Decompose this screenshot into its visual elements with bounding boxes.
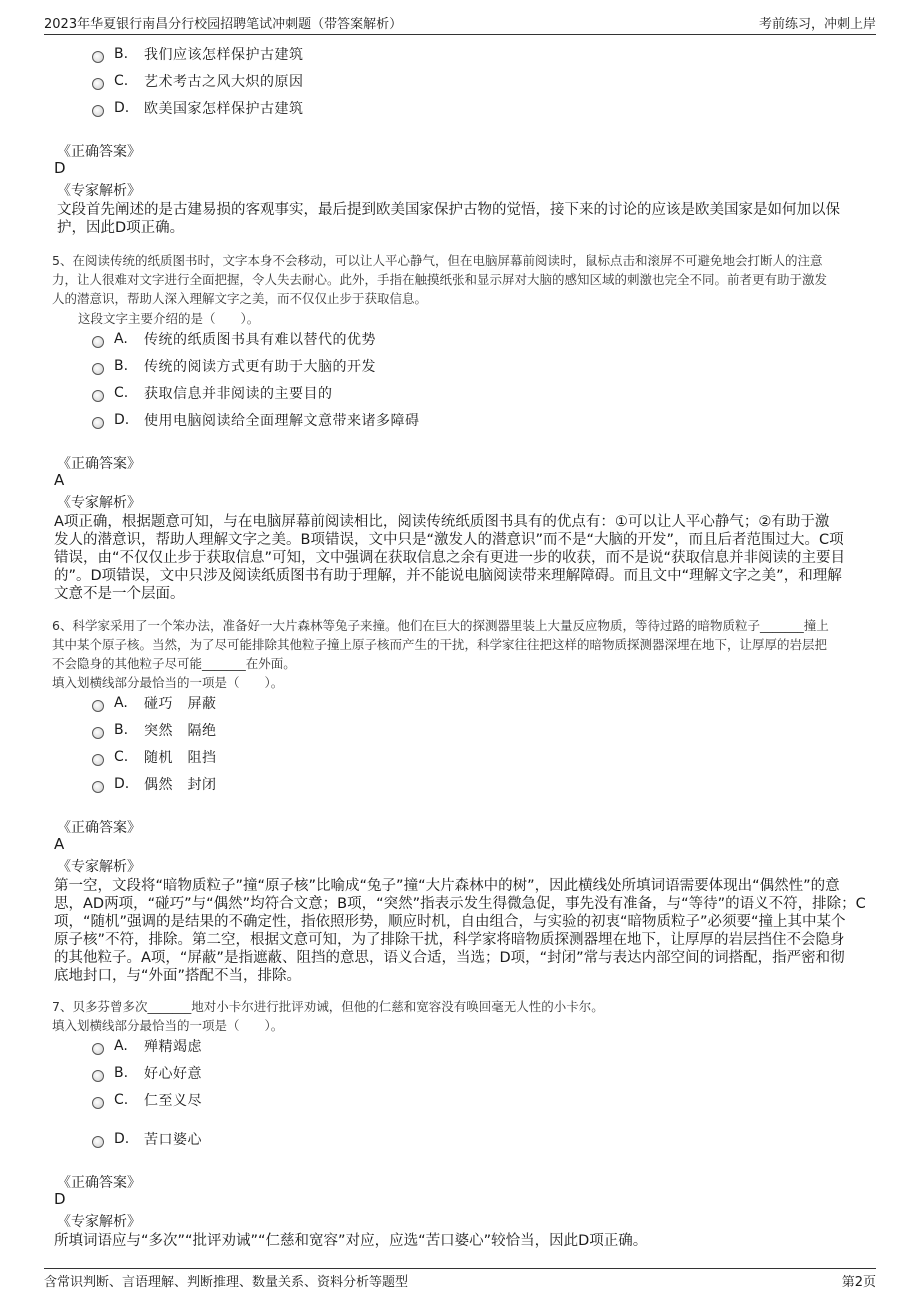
analysis-label-q6: 《专家解析》 [57, 859, 141, 875]
radio-button-icon[interactable] [92, 700, 104, 712]
header-slogan: 考前练习，冲刺上岸 [758, 17, 876, 32]
question-5-stem-line2: 力，让人很难对文字进行全面把握，令人失去耐心。此外，手指在触摸纸张和显示屏对大脑的感知区域的刺激也完全不同。前者更有助于激发 [52, 272, 828, 287]
option-letter: C. [114, 385, 129, 401]
radio-button-icon[interactable] [92, 727, 104, 739]
radio-button-icon[interactable] [92, 363, 104, 375]
option-text: 偶然 封闭 [144, 777, 217, 793]
option-q7-b[interactable] [92, 1063, 202, 1083]
option-q5-d[interactable] [92, 410, 420, 430]
option-q6-b[interactable] [92, 720, 217, 740]
option-text: 我们应该怎样保护古建筑 [144, 47, 304, 63]
option-text: 突然 隔绝 [144, 723, 217, 739]
analysis-q6-line5: 的其他粒子。A项，“屏蔽”是指遮蔽、阻挡的意思，语义合适，当选；D项，“封闭”常与表达内部空间的词搭配，指严密和彻 [54, 950, 845, 966]
radio-button-icon[interactable] [92, 1097, 104, 1109]
option-letter: B. [114, 722, 129, 738]
radio-button-icon[interactable] [92, 51, 104, 63]
radio-button-icon[interactable] [92, 1043, 104, 1055]
answer-q5: A [54, 471, 65, 489]
question-6-stem-line1: 6、科学家采用了一个笨办法，准备好一大片森林等兔子来撞。他们在巨大的探测器里装上大量反应物质，等待过路的暗物质粒子_______撞上 [52, 618, 829, 633]
answer-label-q7: 《正确答案》 [57, 1175, 141, 1191]
analysis-q4-line2: 护，因此D项正确。 [57, 220, 185, 236]
option-q5-b[interactable] [92, 356, 376, 376]
option-q7-d[interactable] [92, 1129, 202, 1149]
option-text: 碰巧 屏蔽 [144, 696, 217, 712]
question-6-prompt: 填入划横线部分最恰当的一项是（ ）。 [52, 675, 284, 690]
analysis-label-q7: 《专家解析》 [57, 1214, 141, 1230]
analysis-q6-line2: 思，AD两项，“碰巧”与“偶然”均符合文意；B项，“突然”指表示发生得微急促，事先没有准备，与“等待”的语义不符，排除；C [54, 896, 866, 912]
radio-button-icon[interactable] [92, 390, 104, 402]
question-5-stem-line3: 人的潜意识，帮助人深入理解文字之美，而不仅仅止步于获取信息。 [52, 291, 428, 306]
analysis-label-q4: 《专家解析》 [57, 183, 141, 199]
answer-label-q5: 《正确答案》 [57, 456, 141, 472]
option-q7-a[interactable] [92, 1036, 202, 1056]
answer-q6: A [54, 835, 65, 853]
question-5-prompt: 这段文字主要介绍的是（ ）。 [78, 311, 260, 326]
option-letter: D. [114, 776, 130, 792]
option-letter: B. [114, 46, 129, 62]
footer-description: 含常识判断、言语理解、判断推理、数量关系、资料分析等题型 [44, 1275, 409, 1290]
analysis-q5-line2: 发人的潜意识，帮助人理解文字之美。B项错误，文中只是“激发人的潜意识”而不是“大脑的开发”，而且后者范围过大。C项 [54, 532, 844, 548]
option-q5-a[interactable] [92, 329, 376, 349]
option-text: 传统的纸质图书具有难以替代的优势 [144, 332, 376, 348]
option-text: 苦口婆心 [144, 1132, 202, 1148]
analysis-q6-line3: 项，“随机”强调的是结果的不确定性，指依照形势，顺应时机，自由组合，与实验的初衷“暗物质粒子”必须要“撞上其中某个 [54, 914, 846, 930]
option-letter: A. [114, 1038, 128, 1054]
option-text: 获取信息并非阅读的主要目的 [144, 386, 333, 402]
option-text: 随机 阻挡 [144, 750, 217, 766]
radio-button-icon[interactable] [92, 417, 104, 429]
option-q6-d[interactable] [92, 774, 217, 794]
radio-button-icon[interactable] [92, 105, 104, 117]
analysis-q4-line1: 文段首先阐述的是古建易损的客观事实，最后提到欧美国家保护古物的觉悟，接下来的讨论的应该是欧美国家是如何加以保 [57, 202, 840, 218]
option-text: 殚精竭虑 [144, 1039, 202, 1055]
option-letter: B. [114, 358, 129, 374]
option-q4-c[interactable] [92, 71, 304, 91]
option-letter: A. [114, 695, 128, 711]
option-letter: C. [114, 749, 129, 765]
radio-button-icon[interactable] [92, 78, 104, 90]
question-7-prompt: 填入划横线部分最恰当的一项是（ ）。 [52, 1018, 284, 1033]
option-q6-c[interactable] [92, 747, 217, 767]
option-letter: C. [114, 1092, 129, 1108]
question-7-stem: 7、贝多芬曾多次_______地对小卡尔进行批评劝诫，但他的仁慈和宽容没有唤回毫无人性的小卡尔。 [52, 999, 604, 1014]
analysis-q5-line3: 错误，由“不仅仅止步于获取信息”可知，文中强调在获取信息之余有更进一步的收获，而不是说“获取信息并非阅读的主要目 [54, 550, 846, 566]
option-text: 好心好意 [144, 1066, 202, 1082]
option-letter: C. [114, 73, 129, 89]
radio-button-icon[interactable] [92, 754, 104, 766]
answer-label-q4: 《正确答案》 [57, 144, 141, 160]
question-6-stem-line2: 其中某个原子核。当然，为了尽可能排除其他粒子撞上原子核而产生的干扰，科学家往往把这样的暗物质探测器深埋在地下，让厚厚的岩层把 [52, 637, 828, 652]
page-number: 第2页 [841, 1275, 876, 1290]
option-letter: D. [114, 100, 130, 116]
option-text: 传统的阅读方式更有助于大脑的开发 [144, 359, 376, 375]
analysis-q6-line4: 原子核”不符，排除。第二空，根据文意可知，为了排除干扰，科学家将暗物质探测器埋在地下，让厚厚的岩层挡住不会隐身 [54, 932, 845, 948]
option-q5-c[interactable] [92, 383, 333, 403]
analysis-q5-line1: A项正确，根据题意可知，与在电脑屏幕前阅读相比，阅读传统纸质图书具有的优点有：①可以让人平心静气；②有助于激 [54, 514, 830, 530]
answer-q4: D [54, 159, 66, 177]
answer-q7: D [54, 1190, 66, 1208]
radio-button-icon[interactable] [92, 1136, 104, 1148]
option-letter: A. [114, 331, 128, 347]
option-text: 仁至义尽 [144, 1093, 202, 1109]
analysis-q6-line1: 第一空，文段将“暗物质粒子”撞“原子核”比喻成“兔子”撞“大片森林中的树”，因此横线处所填词语需要体现出“偶然性”的意 [54, 878, 840, 894]
analysis-q7-line1: 所填词语应与“多次”“批评劝诫”“仁慈和宽容”对应，应选“苦口婆心”较恰当，因此D项正确。 [54, 1233, 648, 1249]
answer-label-q6: 《正确答案》 [57, 820, 141, 836]
question-6-stem-line3: 不会隐身的其他粒子尽可能_______在外面。 [52, 656, 296, 671]
analysis-q5-line4: 的”。D项错误，文中只涉及阅读纸质图书有助于理解，并不能说电脑阅读带来理解障碍。而且文中“理解文字之美”，和理解 [54, 568, 842, 584]
question-5-stem-line1: 5、在阅读传统的纸质图书时，文字本身不会移动，可以让人平心静气，但在电脑屏幕前阅读时，鼠标点击和滚屏不可避免地会打断人的注意 [52, 253, 823, 268]
option-q4-b[interactable] [92, 44, 304, 64]
page-header [44, 10, 876, 35]
option-text: 艺术考古之风大炽的原因 [144, 74, 304, 90]
analysis-q6-line6: 底地封口，与“外面”搭配不当，排除。 [54, 968, 302, 984]
analysis-q5-line5: 文意不是一个层面。 [54, 586, 185, 602]
radio-button-icon[interactable] [92, 336, 104, 348]
radio-button-icon[interactable] [92, 781, 104, 793]
option-letter: D. [114, 412, 130, 428]
option-q4-d[interactable] [92, 98, 304, 118]
analysis-label-q5: 《专家解析》 [57, 495, 141, 511]
page-footer [44, 1268, 876, 1293]
radio-button-icon[interactable] [92, 1070, 104, 1082]
document-title: 2023年华夏银行南昌分行校园招聘笔试冲刺题（带答案解析） [44, 17, 403, 32]
option-q6-a[interactable] [92, 693, 217, 713]
option-letter: D. [114, 1131, 130, 1147]
option-text: 使用电脑阅读给全面理解文意带来诸多障碍 [144, 413, 420, 429]
option-text: 欧美国家怎样保护古建筑 [144, 101, 304, 117]
option-letter: B. [114, 1065, 129, 1081]
option-q7-c[interactable] [92, 1090, 202, 1110]
